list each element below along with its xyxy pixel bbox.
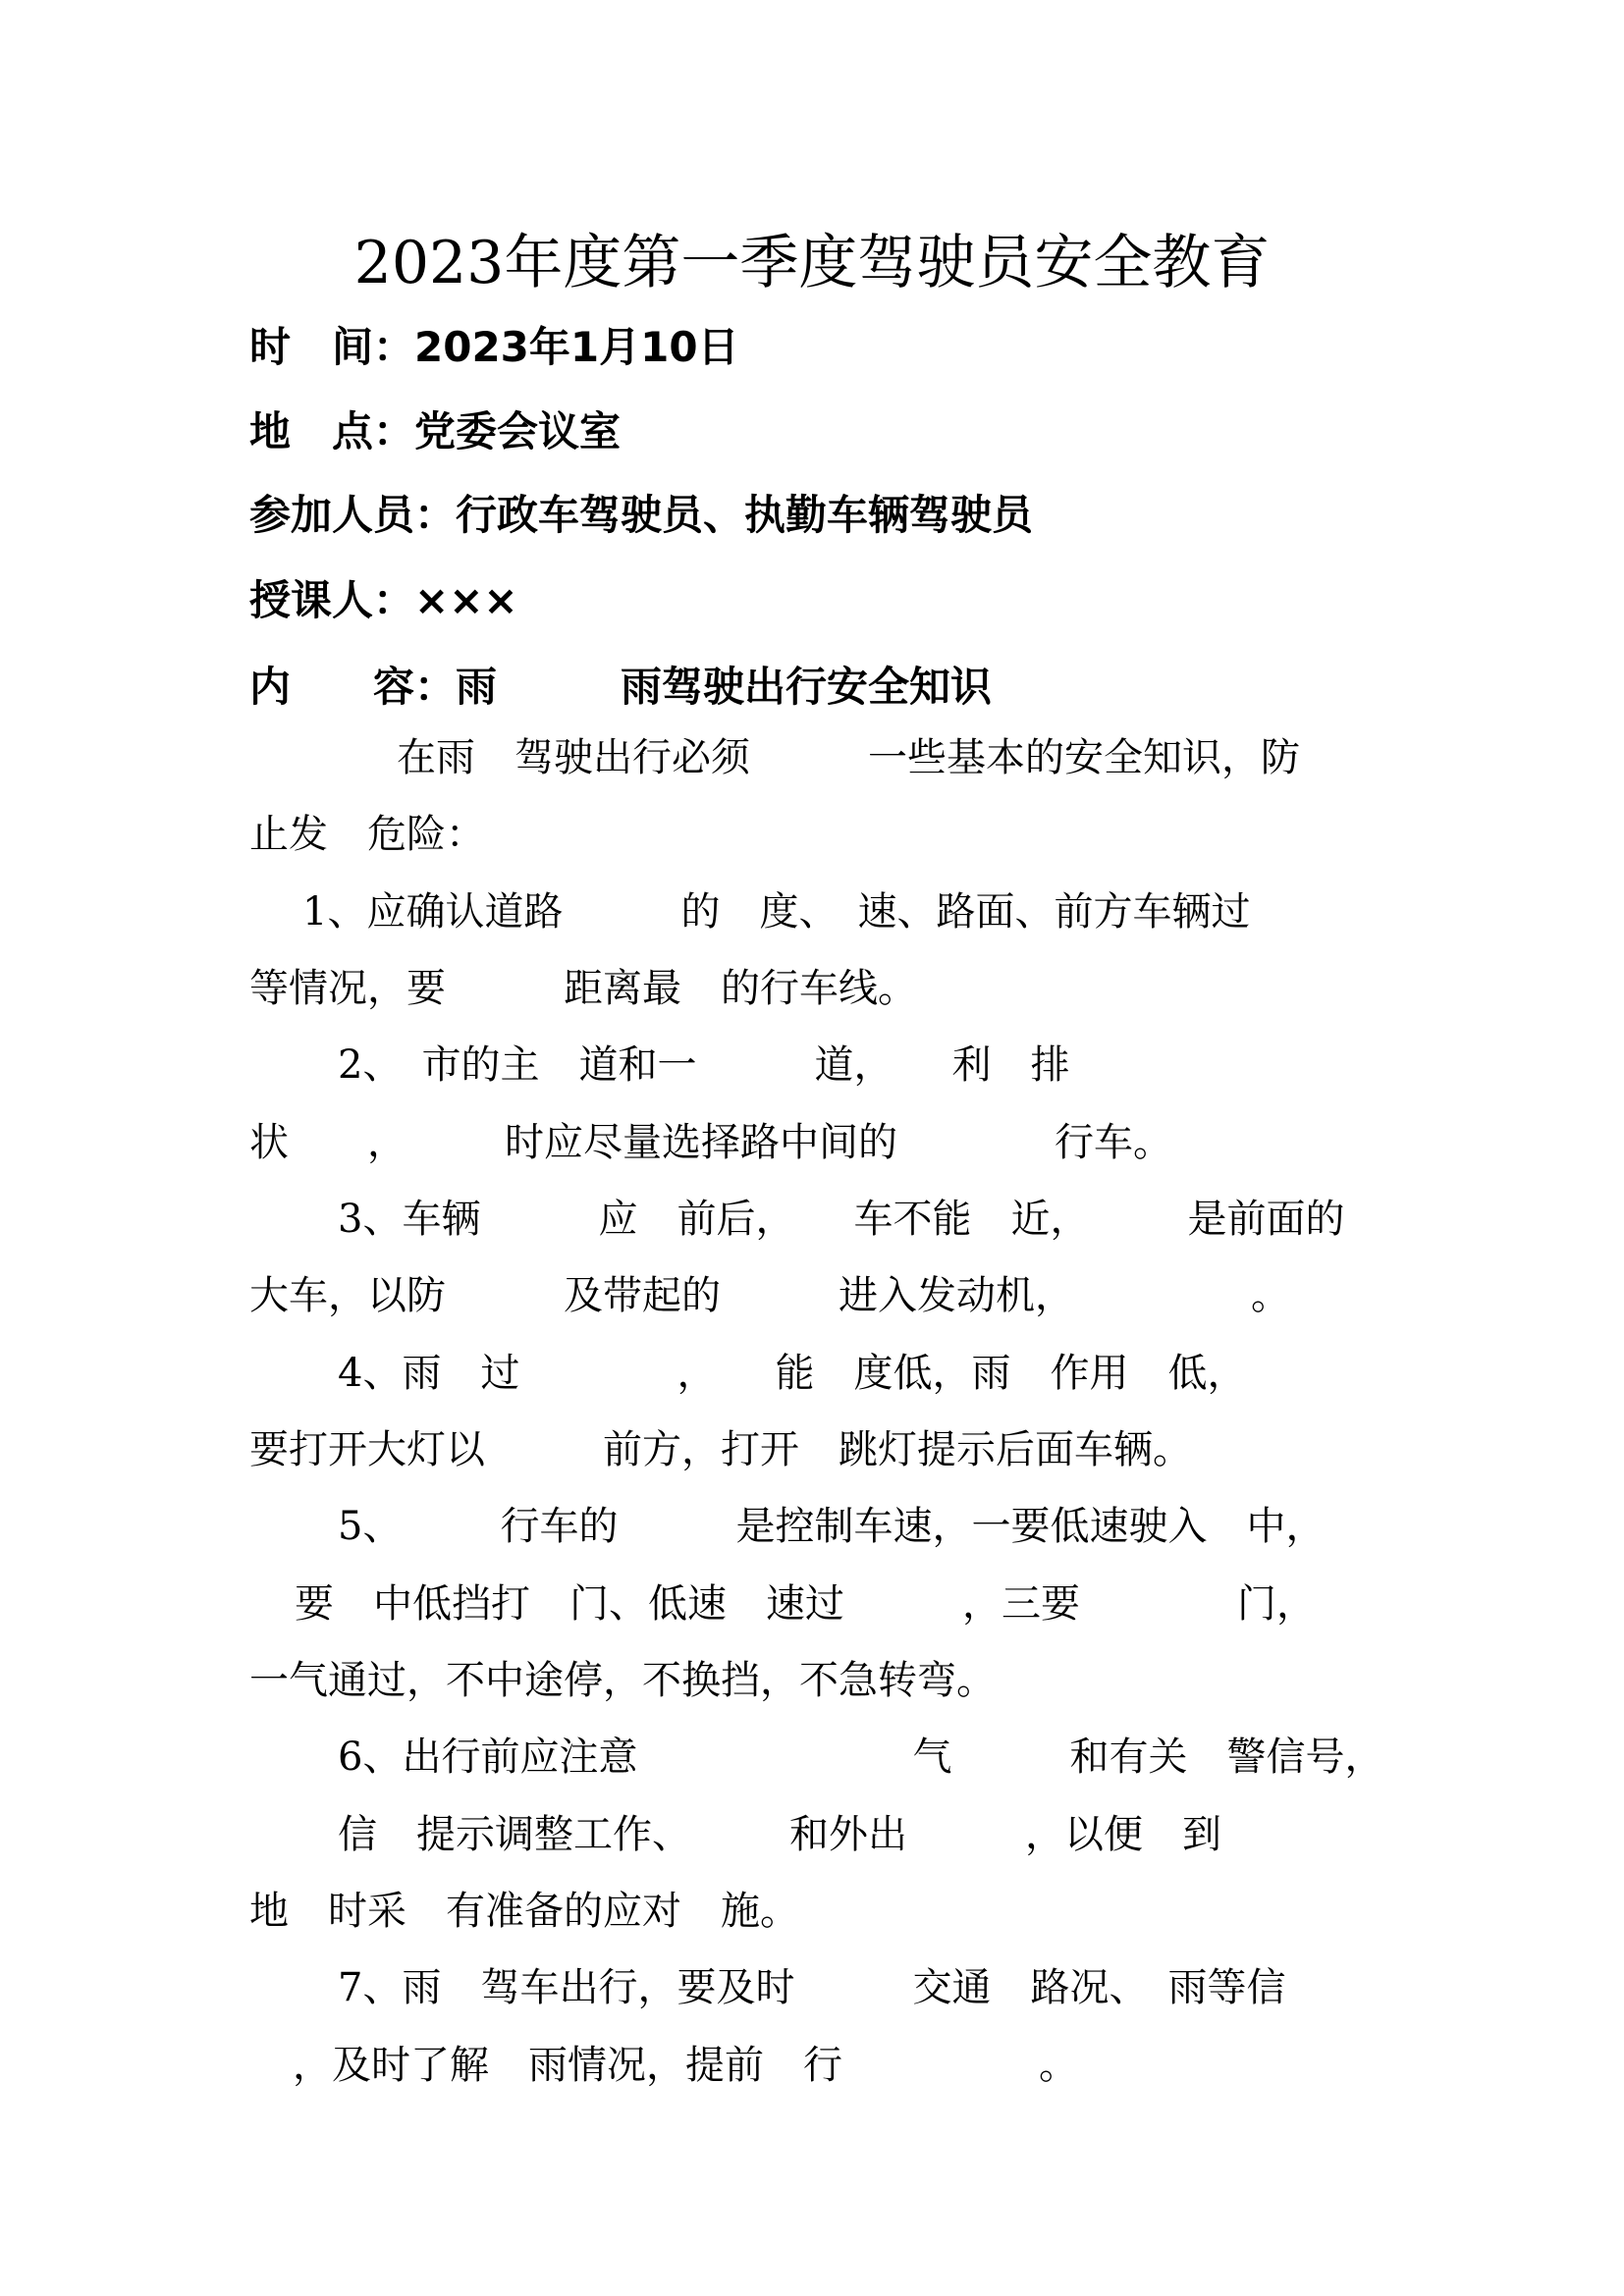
meta-attendees: 参加人员：行政车驾驶员、执勤车辆驾驶员 [249, 491, 1034, 539]
body-line: 1、应确认道路 的 度、 速、路面、前方车辆过 [302, 889, 1251, 934]
body-line: 在雨 驾驶出行必须 一些基本的安全知识，防 [397, 735, 1300, 780]
body-line: 地 时采 有准备的应对 施。 [249, 1889, 799, 1934]
body-line: 一气通过，不中途停，不换挡，不急转弯。 [249, 1658, 996, 1703]
body-line: 4、雨 过 ， 能 度低，雨 作用 低， [338, 1351, 1247, 1396]
body-line: 2、 市的主 道和一 道， 利 排 [338, 1042, 1070, 1088]
body-line: 信 提示调整工作、 和外出 ，以便 到 [338, 1812, 1221, 1857]
body-line: 等情况，要 距离最 的行车线。 [249, 966, 917, 1011]
body-line: 要打开大灯以 前方，打开 跳灯提示后面车辆。 [249, 1427, 1192, 1472]
meta-lecturer: 授课人：××× [249, 576, 518, 624]
meta-place: 地 点：党委会议室 [249, 407, 622, 455]
body-line: 状 ， 时应尽量选择路中间的 行车。 [249, 1120, 1172, 1165]
document-title: 2023年度第一季度驾驶员安全教育 [353, 229, 1271, 297]
body-line: 大车，以防 及带起的 进入发动机， 。 [249, 1273, 1290, 1318]
meta-content: 内 容：雨 雨驾驶出行安全知识 [249, 663, 993, 711]
body-line: 5、 行车的 是控制车速，一要低速驶入 中， [338, 1504, 1326, 1549]
body-line: 要 中低挡打 门、低速 速过 ，三要 门， [295, 1581, 1316, 1627]
body-line: 止发 危险： [249, 812, 485, 857]
body-line: ，及时了解 雨情况，提前 行 。 [293, 2043, 1078, 2088]
body-line: 3、车辆 应 前后， 车不能 近， 是前面的 [338, 1197, 1345, 1242]
body-line: 7、雨 驾车出行，要及时 交通 路况、 雨等信 [338, 1965, 1286, 2010]
body-line: 6、出行前应注意 气 和有关 警信号， [338, 1735, 1384, 1780]
meta-time: 时 间：2023年1月10日 [249, 323, 739, 371]
